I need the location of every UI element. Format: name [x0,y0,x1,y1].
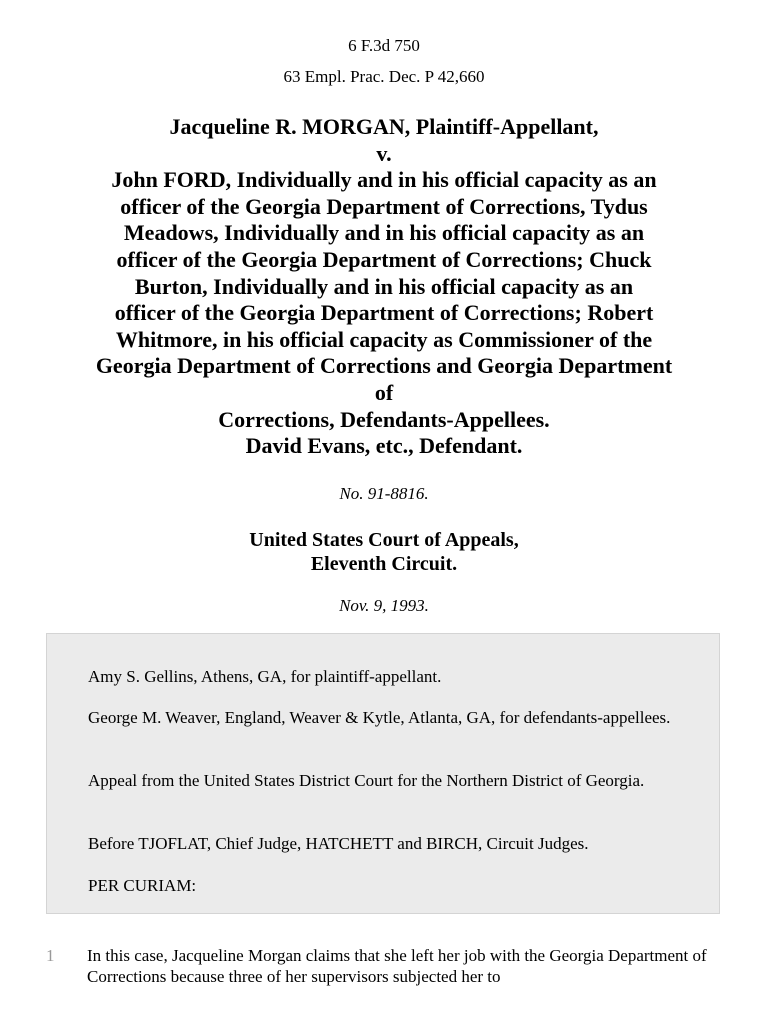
paragraph-number: 1 [46,946,55,965]
caption-line: officer of the Georgia Department of Corrections, Tydus [120,193,648,219]
secondary-citation: 63 Empl. Prac. Dec. P 42,660 [283,67,485,86]
caption-line: of [374,379,394,405]
caption-line: Corrections, Defendants-Appellees. [218,406,550,432]
court-name [0,528,768,576]
court-line-1: United States Court of Appeals, [249,529,519,551]
caption-line: officer of the Georgia Department of Corrections; Robert [114,300,654,326]
judicial-panel: Before TJOFLAT, Chief Judge, HATCHETT and BIRCH, Circuit Judges. [88,834,589,853]
caption-line: Whitmore, in his official capacity as Commissioner of the [115,326,653,352]
per-curiam-heading: PER CURIAM: [88,876,197,895]
paragraph-text: In this case, Jacqueline Morgan claims that she left her job with the Georgia Department of Corrections because three of her supervisors subjected her to [87,946,707,986]
appeal-from: Appeal from the United States District Court for the Northern District of Georgia. [88,771,645,790]
counsel-plaintiff: Amy S. Gellins, Athens, GA, for plaintiff-appellant. [88,667,442,686]
caption-line: Burton, Individually and in his official capacity as an [134,273,634,299]
reporter-citation: 6 F.3d 750 [348,36,420,55]
headnote-box [46,633,720,914]
caption-line: Jacqueline R. MORGAN, Plaintiff-Appellant, [169,114,599,139]
caption-line: Georgia Department of Corrections and Georgia Department [95,353,673,379]
caption-line: Meadows, Individually and in his official capacity as an [123,220,645,246]
caption-line: David Evans, etc., Defendant. [245,433,523,459]
case-caption [40,114,728,460]
decision-date: Nov. 9, 1993. [339,596,429,615]
caption-line: v. [376,140,392,166]
caption-line: officer of the Georgia Department of Corrections; Chuck [116,246,652,272]
court-line-2: Eleventh Circuit. [310,553,458,575]
docket-number: No. 91-8816. [339,484,429,503]
counsel-defendants: George M. Weaver, England, Weaver & Kytle, Atlanta, GA, for defendants-appellees. [88,708,671,727]
caption-line: John FORD, Individually and in his official capacity as an [111,167,657,193]
